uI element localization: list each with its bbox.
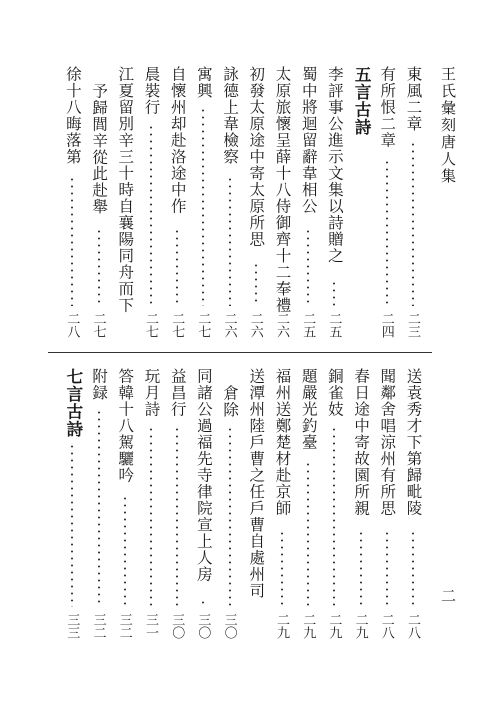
- leader-dots: [229, 426, 231, 607]
- leader-dots: [202, 599, 204, 607]
- page-number: 二七: [143, 312, 158, 338]
- entry-title: 銅雀妓: [325, 368, 344, 418]
- entry-title: 徐十八晦落第: [63, 66, 82, 165]
- page-number: 二八: [405, 613, 420, 639]
- entry-title: 附録: [90, 368, 109, 401]
- page-number: 二六: [221, 312, 237, 338]
- page-number: 二七: [169, 312, 185, 338]
- page-number: 二八: [64, 312, 80, 338]
- leader-dots: [202, 107, 204, 306]
- page-number: 二七: [195, 312, 211, 338]
- page-number: 二三: [405, 312, 420, 338]
- entry-title: 福州送鄭楚材赴京師: [273, 368, 292, 517]
- leader-dots: [71, 443, 73, 607]
- leader-dots: [124, 495, 126, 607]
- entry-title: 送潭州陸戶曹之任戶曹自處州司: [247, 368, 266, 599]
- entry-title: 題嚴光釣臺: [299, 368, 318, 451]
- page-number: 三〇: [221, 613, 237, 639]
- leader-dots: [98, 228, 100, 306]
- page-number: 二八: [378, 613, 394, 639]
- page-number: 二九: [326, 613, 342, 639]
- entry-title: 答韓十八駕驪吟: [116, 368, 135, 484]
- leader-dots: [386, 530, 388, 607]
- entry-title: 太原旅懷呈薛十八侍御齊十二奉禮: [273, 66, 292, 314]
- running-head: 王氏彙刻唐人集: [439, 66, 457, 185]
- leader-dots: [386, 159, 388, 307]
- leader-dots: [281, 530, 283, 607]
- entry-title: 春日途中寄故園所親: [352, 368, 371, 517]
- page-number: 二六: [274, 312, 289, 338]
- leader-dots: [412, 141, 414, 306]
- entry-title: 予歸閭辛從此赴舉: [90, 83, 109, 216]
- page-number: 二九: [352, 613, 368, 639]
- section-heading: 五言古詩: [352, 66, 372, 136]
- entry-title: 江夏留別辛三十時自襄陽同舟而下: [116, 66, 135, 314]
- leader-dots: [360, 530, 362, 607]
- folio-page-number: 二: [439, 588, 457, 604]
- entry-title: 聞鄰舍唱涼州有所思: [378, 368, 397, 517]
- leader-dots: [255, 262, 257, 306]
- entry-title: 蜀中將迴留辭韋相公: [299, 66, 318, 215]
- page-number: 三二: [90, 613, 106, 639]
- entry-title: 有所恨二章: [378, 66, 397, 149]
- page-number: 二九: [300, 613, 316, 639]
- leader-dots: [176, 426, 178, 607]
- page-number: 二七: [90, 312, 106, 338]
- section-divider: [48, 352, 432, 353]
- entry-title: 東風二章: [404, 66, 423, 132]
- entry-title: 同諸公過福先寺律院宣上人房: [194, 368, 213, 583]
- leader-dots: [307, 228, 309, 306]
- page-number: 二四: [378, 312, 394, 338]
- leader-dots: [333, 426, 335, 607]
- entry-title: 送袁秀才下第歸毗陵: [404, 368, 423, 517]
- page-number: 二九: [274, 613, 289, 639]
- page-number: 三〇: [169, 613, 185, 639]
- page-number: 三一: [143, 613, 158, 639]
- page-number: 二五: [326, 312, 342, 338]
- leader-dots: [150, 426, 152, 607]
- leader-dots: [229, 176, 231, 306]
- entry-title: 倉除: [221, 385, 240, 419]
- leader-dots: [98, 409, 100, 607]
- leader-dots: [150, 124, 152, 306]
- page-number: 三三: [64, 613, 80, 639]
- entry-title: 寓興: [194, 66, 213, 99]
- entry-title: 初發太原途中寄太原所思: [247, 66, 266, 248]
- page-number: 三二: [116, 613, 132, 639]
- page-number: 三〇: [195, 613, 211, 639]
- leader-dots: [307, 461, 309, 608]
- leader-dots: [333, 280, 335, 306]
- page-number: 二六: [247, 312, 263, 338]
- entry-title: 自懷州却赴洛途中作: [168, 66, 187, 215]
- leader-dots: [71, 176, 73, 306]
- leader-dots: [412, 530, 414, 607]
- leader-dots: [176, 228, 178, 306]
- entry-title: 玩月詩: [142, 368, 161, 418]
- entry-title: 詠德上韋檢察: [221, 66, 240, 165]
- entry-title: 李評事公進示文集以詩贈之: [325, 66, 344, 264]
- entry-title: 益昌行: [168, 368, 187, 418]
- entry-title: 晨裝行: [142, 66, 161, 116]
- page-number: 二五: [300, 312, 316, 338]
- section-heading: 七言古詩: [63, 368, 83, 438]
